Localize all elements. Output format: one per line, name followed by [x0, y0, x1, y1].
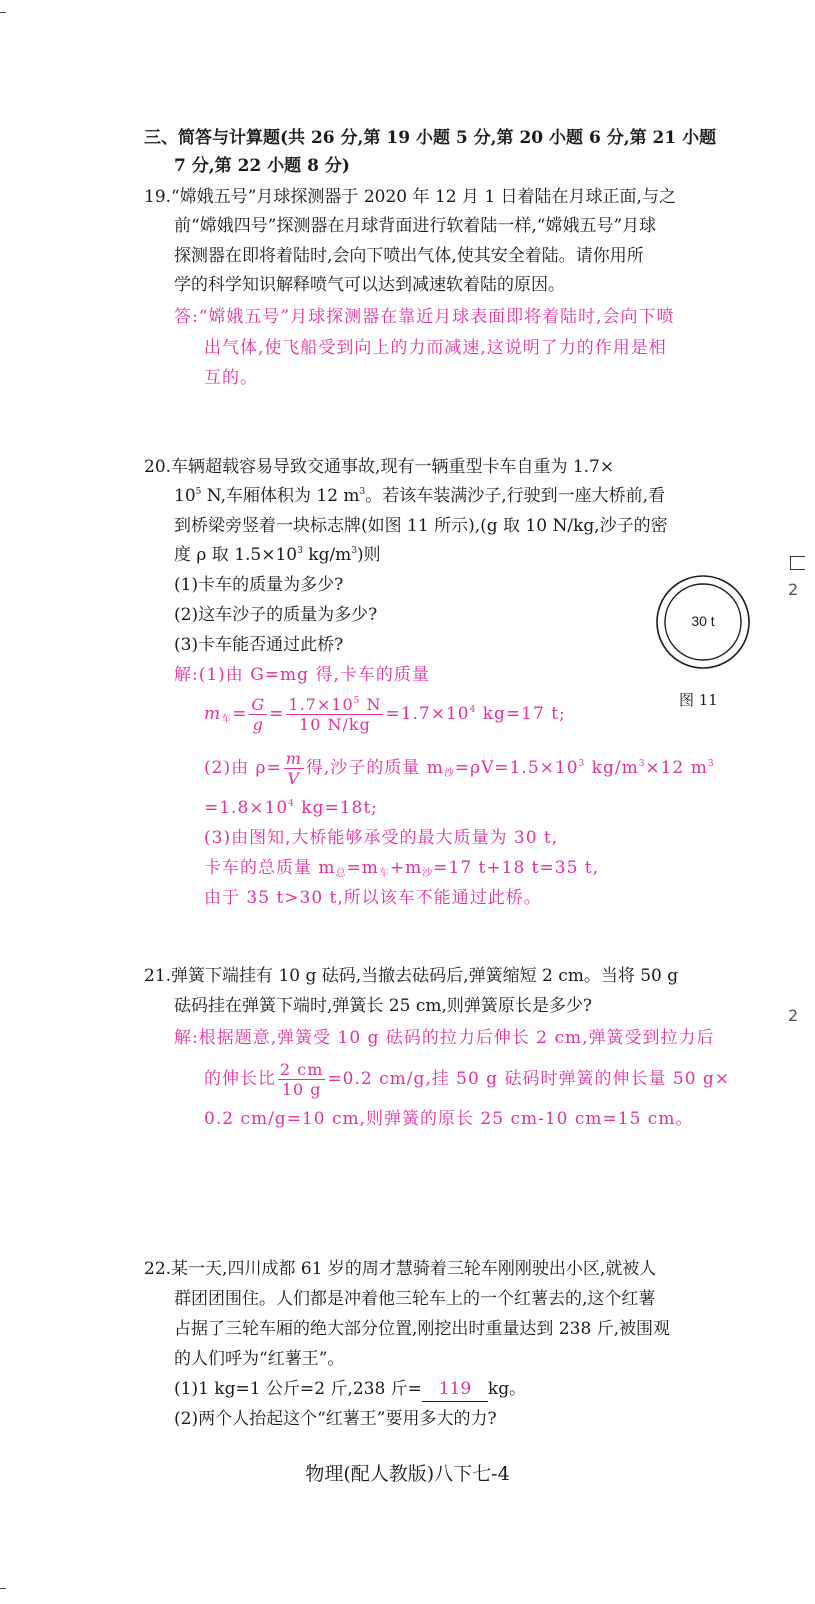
- superscript: 3: [578, 759, 586, 769]
- text: 得,沙子的质量 m: [305, 758, 444, 778]
- q20-line: [174, 484, 665, 508]
- superscript: 3: [707, 759, 715, 769]
- q20-solution: [204, 745, 715, 791]
- weight-limit-sign: [655, 574, 751, 670]
- superscript: 3: [297, 546, 303, 556]
- text: kg。: [487, 1379, 527, 1399]
- q19-line: 学的科学知识解释喷气可以达到减速软着陆的原因。: [174, 275, 565, 295]
- superscript: 4: [288, 799, 295, 809]
- superscript: 3: [351, 546, 358, 556]
- section-heading-cont: 7 分,第 22 小题 8 分): [174, 156, 350, 176]
- fraction-denominator: V: [284, 768, 304, 788]
- text: =17 t+18 t=35 t,: [433, 858, 600, 878]
- fraction-numerator: G: [251, 695, 266, 714]
- sign-label: 30 t: [691, 613, 715, 629]
- fraction-denominator: g: [249, 714, 267, 734]
- q19-line: 19.“嫦娥五号”月球探测器于 2020 年 12 月 1 日着陆在月球正面,与之: [144, 187, 676, 207]
- text: 度 ρ 取 1.5×10: [174, 545, 298, 565]
- text: =m: [346, 858, 379, 878]
- fraction-m-over-v: [284, 749, 304, 788]
- q19-line: 探测器在即将着陆时,会向下喷出气体,使其安全着陆。请你用所: [174, 246, 644, 266]
- superscript: 5: [353, 696, 361, 706]
- q21-solution: 0.2 cm/g=10 cm,则弹簧的原长 25 cm-10 cm=15 cm。: [204, 1109, 694, 1129]
- q22-line: 群团团围住。人们都是冲着他三轮车上的一个红薯去的,这个红薯: [174, 1289, 656, 1309]
- text: 卡车的总质量 m: [204, 858, 336, 878]
- text: 1.7×10: [288, 695, 354, 714]
- text: =: [232, 704, 248, 724]
- text: =0.2 cm/g,挂 50 g 砝码时弹簧的伸长量 50 g×: [327, 1069, 731, 1089]
- page-footer: 物理(配人教版)八下七-4: [305, 1463, 510, 1485]
- fraction-weight-over-g: [286, 695, 383, 734]
- q19-line: 前“嫦娥四号”探测器在月球背面进行软着陆一样,“嫦娥五号”月球: [174, 216, 657, 236]
- text: (1)1 kg=1 公斤=2 斤,238 斤=: [174, 1379, 422, 1399]
- text: kg=17 t;: [476, 704, 566, 724]
- superscript: 3: [359, 487, 366, 497]
- text: kg/m: [585, 758, 639, 778]
- q22-line: 22.某一天,四川成都 61 岁的周才慧骑着三轮车刚刚驶出小区,就被人: [144, 1259, 657, 1279]
- edge-fragment: [790, 556, 805, 570]
- text: =ρV=1.5×10: [454, 758, 579, 778]
- q21-line: 砝码挂在弹簧下端时,弹簧长 25 cm,则弹簧原长是多少?: [174, 996, 593, 1016]
- superscript: 3: [638, 759, 646, 769]
- text: =: [269, 704, 285, 724]
- q19-answer: 出气体,使飞船受到向上的力而减速,这说明了力的作用是相: [204, 338, 667, 358]
- q22-part-2: (2)两个人抬起这个“红薯王”要用多大的力?: [174, 1409, 497, 1429]
- q22-line: 占据了三轮车厢的绝大部分位置,刚挖出时重量达到 238 斤,被围观: [174, 1319, 671, 1339]
- text: 10: [174, 486, 196, 506]
- crop-mark-bottom-left: [0, 1588, 6, 1589]
- q22-line: 的人们呼为“红薯王”。: [174, 1349, 345, 1369]
- fraction-numerator: m: [285, 749, 302, 768]
- q20-solution: 解:(1)由 G=mg 得,卡车的质量: [174, 665, 430, 685]
- superscript: 4: [469, 705, 477, 715]
- q20-solution: [204, 796, 378, 820]
- answer-blank: 119: [422, 1377, 488, 1402]
- q20-line: 到桥梁旁竖着一块标志牌(如图 11 所示),(g 取 10 N/kg,沙子的密: [174, 516, 668, 536]
- text: =1.7×10: [385, 704, 470, 724]
- q20-solution: [204, 856, 599, 880]
- crop-mark-top-left: [0, 12, 6, 13]
- q22-part-1: [174, 1377, 526, 1402]
- fraction-g-over-g: [249, 695, 267, 734]
- q21-solution: [204, 1056, 730, 1102]
- subscript: 车: [221, 714, 233, 725]
- subscript: 沙: [443, 768, 455, 779]
- superscript: 5: [195, 487, 202, 497]
- edge-mark-2: 2: [788, 1006, 799, 1025]
- fraction-numerator: [286, 695, 383, 714]
- subscript: 车: [378, 868, 390, 879]
- text: N,车厢体积为 12 m: [201, 486, 360, 506]
- text: )则: [357, 545, 381, 565]
- q20-solution: [204, 691, 566, 737]
- edge-mark-1: 2: [788, 580, 799, 599]
- text: kg/m: [302, 545, 352, 565]
- section-heading: 三、简答与计算题(共 26 分,第 19 小题 5 分,第 20 小题 6 分,第 21 小题: [144, 128, 717, 148]
- q20-part-1: (1)卡车的质量为多少?: [174, 575, 344, 595]
- q20-line: [174, 543, 381, 567]
- q21-line: 21.弹簧下端挂有 10 g 砝码,当撤去砝码后,弹簧缩短 2 cm。当将 50 g: [144, 966, 679, 986]
- text: kg=18t;: [294, 798, 378, 818]
- q20-line: 20.车辆超载容易导致交通事故,现有一辆重型卡车自重为 1.7×: [144, 457, 615, 477]
- figure-caption: 图 11: [679, 691, 718, 709]
- fraction-numerator: 2 cm: [280, 1060, 324, 1079]
- fraction-denominator: 10 g: [278, 1079, 325, 1099]
- q20-solution: 由于 35 t>30 t,所以该车不能通过此桥。: [204, 888, 542, 908]
- q20-part-2: (2)这车沙子的质量为多少?: [174, 605, 378, 625]
- text: 的伸长比: [204, 1069, 276, 1089]
- text: +m: [389, 858, 423, 878]
- fraction-denominator: 10 N/kg: [286, 714, 383, 734]
- text: 。若该车装满沙子,行驶到一座大桥前,看: [365, 486, 666, 506]
- q19-answer: 答:“嫦娥五号”月球探测器在靠近月球表面即将着陆时,会向下喷: [174, 307, 675, 327]
- q21-solution: 解:根据题意,弹簧受 10 g 砝码的拉力后伸长 2 cm,弹簧受到拉力后: [174, 1028, 715, 1048]
- text: ×12 m: [645, 758, 708, 778]
- text: =1.8×10: [204, 798, 289, 818]
- subscript: 沙: [422, 868, 434, 879]
- fraction-2cm-over-10g: [278, 1060, 325, 1099]
- q20-solution: (3)由图知,大桥能够承受的最大质量为 30 t,: [204, 828, 559, 848]
- q20-part-3: (3)卡车能否通过此桥?: [174, 635, 344, 655]
- q19-answer: 互的。: [204, 368, 258, 388]
- subscript: 总: [335, 868, 347, 879]
- text: m: [204, 704, 222, 724]
- text: (2)由 ρ=: [204, 758, 282, 778]
- text: N: [360, 695, 382, 714]
